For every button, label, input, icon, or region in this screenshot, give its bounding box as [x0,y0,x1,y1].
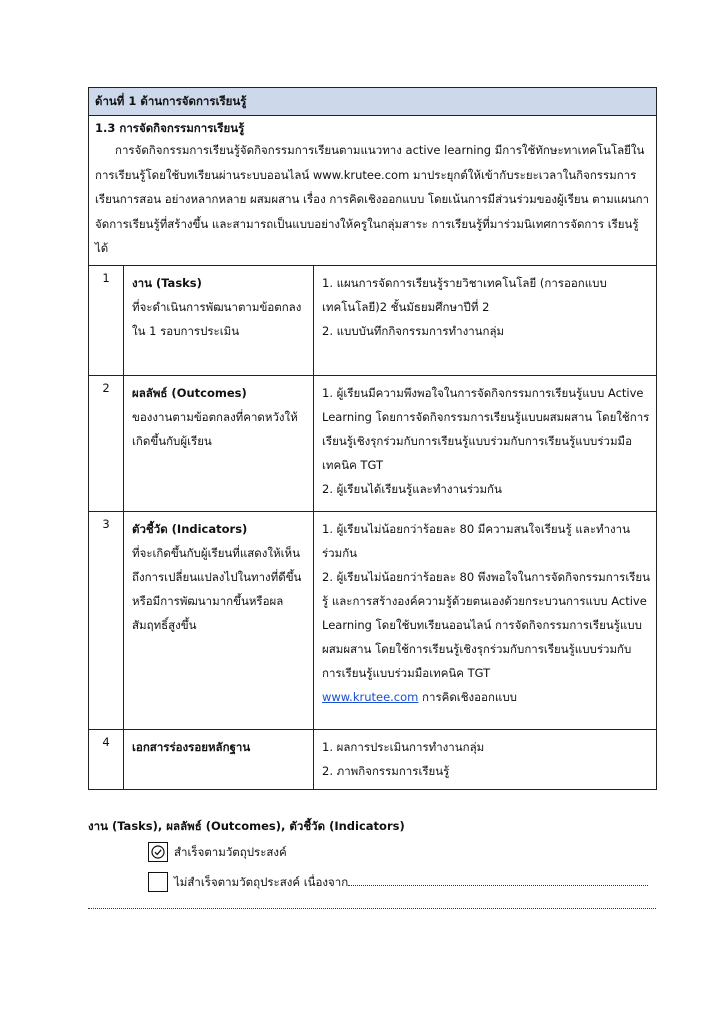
list-item: 2. ผู้เรียนไม่น้อยกว่าร้อยละ 80 พึงพอใจในการจัดกิจกรรมการเรียนรู้ และการสร้างองค์ความรู้ด้วยตนเองด้วยกระบวนการแบบ Active Learning โดยใช้บทเรียนออนไลน์ การจัดกิจกรรมการเรียนรู้แบบผสมผสาน โดยใช้การเรียนรู้เชิงรุกร่วมกับการเรียนรู้แบบร่วมกับการเรียนรู้แบบร่วมมือเทคนิค TGT [322,569,651,680]
not-achieved-line [174,869,648,895]
list-item: 2. ผู้เรียนได้เรียนรู้และทำงานร่วมกัน [322,481,502,496]
indicators-label: ตัวชี้วัด (Indicators) [132,521,248,536]
row-value-cell [314,375,657,511]
checked-circle-box-icon[interactable] [148,842,168,862]
table-row [89,265,657,375]
list-item: 2. ภาพกิจกรรมการเรียนรู้ [322,763,450,778]
list-item-link-line [322,685,650,709]
list-item: 1. ผู้เรียนไม่น้อยกว่าร้อยละ 80 มีความสนใจเรียนรู้ และทำงานร่วมกัน [322,521,630,560]
row-number: 3 [89,511,124,729]
row-value-cell [314,511,657,729]
row-label-cell [124,729,314,789]
outcomes-label: ผลลัพธ์ (Outcomes) [132,385,247,400]
continuation-dotted-line[interactable] [88,908,656,909]
reason-dotted-line[interactable] [348,871,648,886]
aspect-header: ด้านที่ 1 ด้านการจัดการเรียนรู้ [89,88,657,116]
list-item: 1. ผลการประเมินการทำงานกลุ่ม [322,739,485,754]
row-value-cell [314,729,657,789]
tasks-label: งาน (Tasks) [132,275,202,290]
not-achieved-label: ไม่สำเร็จตามวัตถุประสงค์ เนื่องจาก [174,875,349,889]
achieved-label: สำเร็จตามวัตถุประสงค์ [174,845,287,859]
row-value-cell [314,265,657,375]
section-description: การจัดกิจกรรมการเรียนรู้จัดกิจกรรมการเรียนตามแนวทาง active learning มีการใช้ทักษะทาเทคโนโลยีในการเรียนรู้โดยใช้บทเรียนผ่านระบบออนไลน์ www.krutee.com มาประยุกต์ให้เข้ากับระยะเวลาในกิจกรรมการเรียนการสอน อย่างหลากหลาย ผสมผสาน เรื่อง การคิดเชิงออกแบบ โดยเน้นการมีส่วนร่วมของผู้เรียน ตามแผนกาจัดการเรียนรู้ที่สร้างขึ้น และสามารถเป็นแบบอย่างให้ครูในกลุ่มสาระ การเรียนรู้ที่มาร่วมนิเทศการจัดการ เรียนรู้ได้ [95,143,650,255]
indicators-description: ที่จะเกิดขึ้นกับผู้เรียนที่แสดงให้เห็นถึงการเปลี่ยนแปลงไปในทางที่ดีขึ้นหรือมีการพัฒนามากขึ้นหรือผลสัมฤทธิ์สูงขึ้น [132,545,302,632]
result-section [88,816,656,895]
table-row [89,375,657,511]
evidence-label: เอกสารร่องรอยหลักฐาน [132,739,251,754]
table-row [89,511,657,729]
row-label-cell [124,265,314,375]
assessment-document [88,87,656,790]
summary-label: งาน (Tasks), ผลลัพธ์ (Outcomes), ตัวชี้วัด (Indicators) [88,819,405,833]
krutee-link[interactable]: www.krutee.com [322,689,419,704]
row-label-cell [124,511,314,729]
empty-box-icon[interactable] [148,872,168,892]
section-title: 1.3 การจัดกิจกรรมการเรียนรู้ [95,121,245,135]
section-block [89,116,657,266]
tasks-description: ที่จะดำเนินการพัฒนาตามข้อตกลง ใน 1 รอบการประเมิน [132,299,302,338]
assessment-table [88,87,657,790]
row-number: 2 [89,375,124,511]
row-number: 1 [89,265,124,375]
row-label-cell [124,375,314,511]
list-item: 1. แผนการจัดการเรียนรู้รายวิชาเทคโนโลยี (การออกแบบเทคโนโลยี)2 ชั้นมัธยมศึกษาปีที่ 2 [322,275,607,314]
table-row [89,729,657,789]
row-number: 4 [89,729,124,789]
list-item: 1. ผู้เรียนมีความพึงพอใจในการจัดกิจกรรมการเรียนรู้แบบ Active Learning โดยการจัดกิจกรรมการเรียนรู้แบบผสมผสาน โดยใช้การเรียนรู้เชิงรุกร่วมกับการเรียนรู้แบบร่วมกับการเรียนรู้แบบร่วมมือเทคนิค TGT [322,385,650,472]
option-not-achieved [88,869,656,895]
link-suffix: การคิดเชิงออกแบบ [418,689,517,704]
option-achieved [88,839,656,865]
outcomes-description: ของงานตามข้อตกลงที่คาดหวังให้เกิดขึ้นกับผู้เรียน [132,409,298,448]
list-item: 2. แบบบันทึกกิจกรรมการทำงานกลุ่ม [322,323,505,338]
